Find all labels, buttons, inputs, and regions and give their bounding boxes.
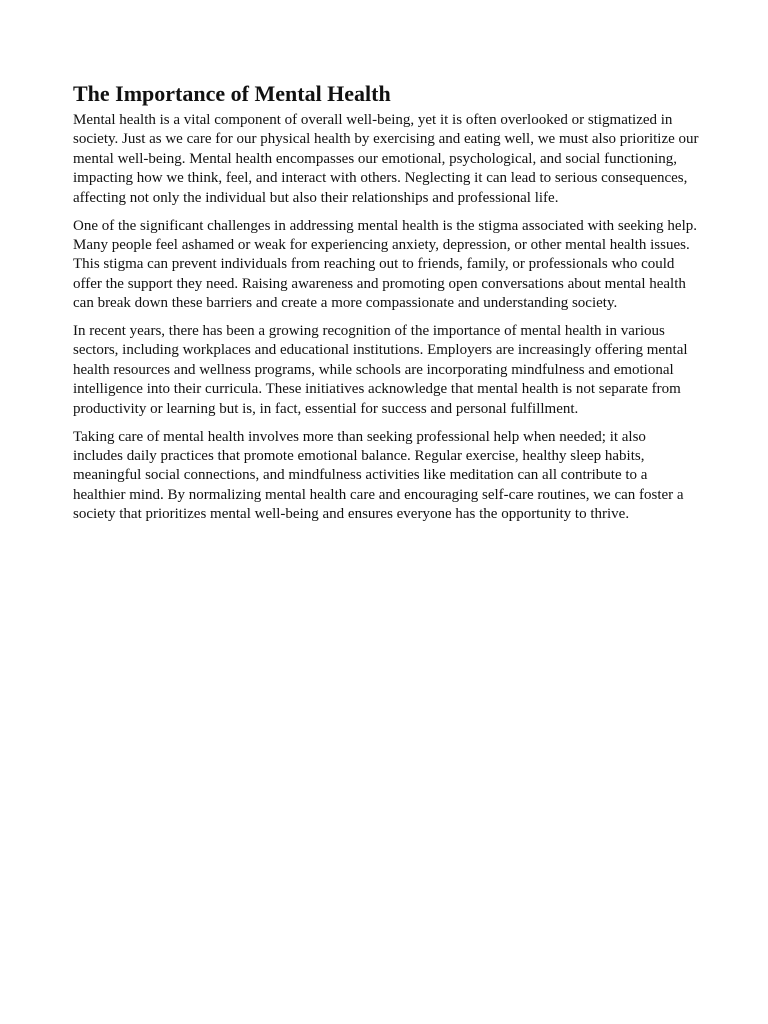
document-title: The Importance of Mental Health (73, 81, 391, 106)
document-page (73, 79, 699, 533)
paragraph-1: Mental health is a vital component of overall well-being, yet it is often overlooked or stigmatized in society. Just as we care for our physical health by exercising and eating well, we must also prioritize our mental well-being. Mental health encompasses our emotional, psychological, and social functioning, impacting how we think, feel, and interact with others. Neglecting it can lead to serious consequences, affecting not only the individual but also their relationships and professional life. (73, 112, 699, 206)
paragraph-2: One of the significant challenges in addressing mental health is the stigma associated with seeking help. Many people feel ashamed or weak for experiencing anxiety, depression, or other mental health issues. This stigma can prevent individuals from reaching out to friends, family, or professionals who could offer the support they need. Raising awareness and promoting open conversations about mental health can break down these barriers and create a more compassionate and understanding society. (73, 217, 698, 312)
paragraph-4: Taking care of mental health involves more than seeking professional help when needed; it also includes daily practices that promote emotional balance. Regular exercise, healthy sleep habits, meaningful social connections, and mindfulness activities like meditation can all contribute to a healthier mind. By normalizing mental health care and encouraging self-care routines, we can foster a society that prioritizes mental well-being and ensures everyone has the opportunity to thrive. (73, 428, 684, 523)
paragraph-3: In recent years, there has been a growing recognition of the importance of mental health in various sectors, including workplaces and educational institutions. Employers are increasingly offering mental health resources and wellness programs, while schools are incorporating mindfulness and emotional intelligence into their curricula. These initiatives acknowledge that mental health is not separate from productivity or learning but is, in fact, essential for success and personal fulfillment. (73, 323, 688, 417)
